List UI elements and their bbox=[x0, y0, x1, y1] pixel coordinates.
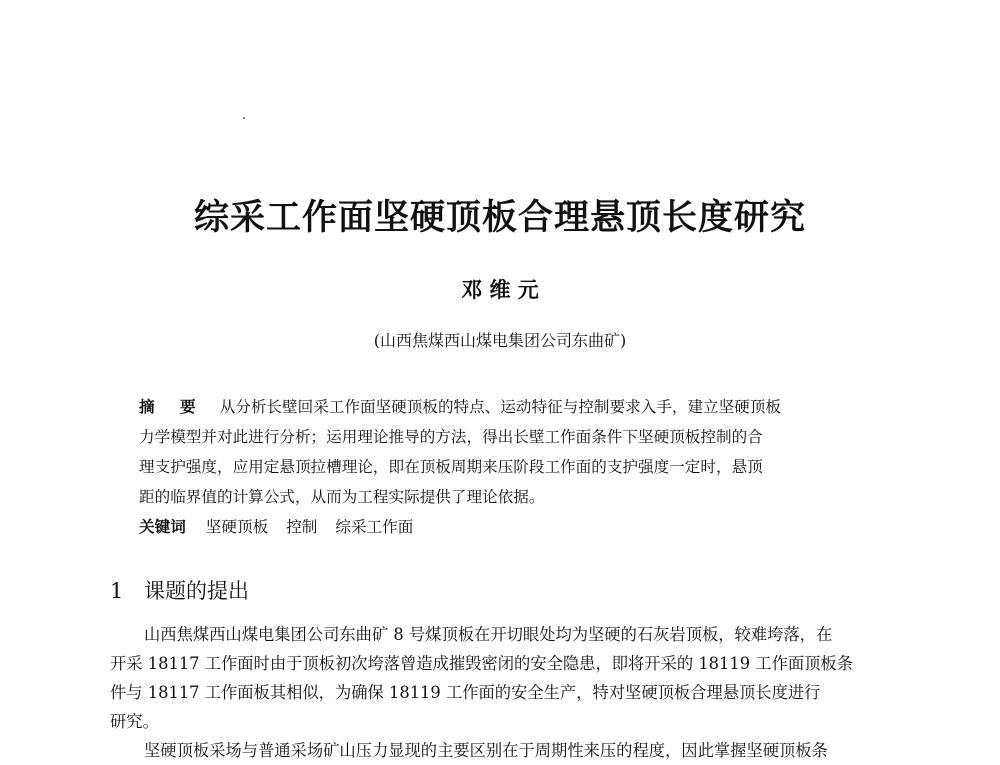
paper-title: 综采工作面坚硬顶板合理悬顶长度研究 bbox=[193, 197, 806, 238]
abstract-line bbox=[139, 392, 859, 422]
keywords-label: 关键词 bbox=[139, 517, 186, 536]
keywords-line bbox=[139, 512, 859, 542]
abstract-line: 力学模型并对此进行分析；运用理论推导的方法，得出长壁工作面条件下坚硬顶板控制的合 bbox=[139, 428, 763, 446]
abstract-label: 摘 要 bbox=[139, 397, 206, 416]
section-heading bbox=[110, 576, 249, 606]
body-line: 开采 18117 工作面时由于顶板初次垮落曾造成摧毁密闭的安全隐患，即将开采的 18119 工作面顶板条 bbox=[110, 654, 853, 673]
section-number: 1 bbox=[110, 579, 124, 603]
body-line: 坚硬顶板采场与普通采场矿山压力显现的主要区别在于周期性来压的程度，因此掌握坚硬顶板条 bbox=[144, 741, 828, 760]
abstract-block bbox=[139, 392, 859, 542]
author-affiliation: (山西焦煤西山煤电集团公司东曲矿) bbox=[373, 331, 627, 350]
body-line: 件与 18117 工作面板其相似，为确保 18119 工作面的安全生产，特对坚硬顶板合理悬顶长度进行 bbox=[110, 683, 821, 702]
keyword-item: 坚硬顶板 bbox=[205, 518, 269, 536]
abstract-text: 从分析长壁回采工作面坚硬顶板的特点、运动特征与控制要求入手，建立坚硬顶板 bbox=[219, 398, 782, 416]
author-name: 邓 维 元 bbox=[461, 277, 539, 302]
keyword-item: 控制 bbox=[286, 518, 318, 536]
scan-speck bbox=[243, 117, 245, 119]
body-line: 山西焦煤西山煤电集团公司东曲矿 8 号煤顶板在开切眼处均为坚硬的石灰岩顶板，较难垮落，在 bbox=[144, 625, 833, 644]
abstract-line: 距的临界值的计算公式，从而为工程实际提供了理论依据。 bbox=[139, 488, 545, 506]
body-line: 研究。 bbox=[110, 712, 159, 731]
keyword-item: 综采工作面 bbox=[335, 518, 414, 536]
section-title: 课题的提出 bbox=[144, 579, 249, 603]
section-body bbox=[110, 620, 888, 765]
abstract-line: 理支护强度，应用定悬顶拉槽理论，即在顶板周期来压阶段工作面的支护强度一定时，悬顶 bbox=[139, 458, 763, 476]
